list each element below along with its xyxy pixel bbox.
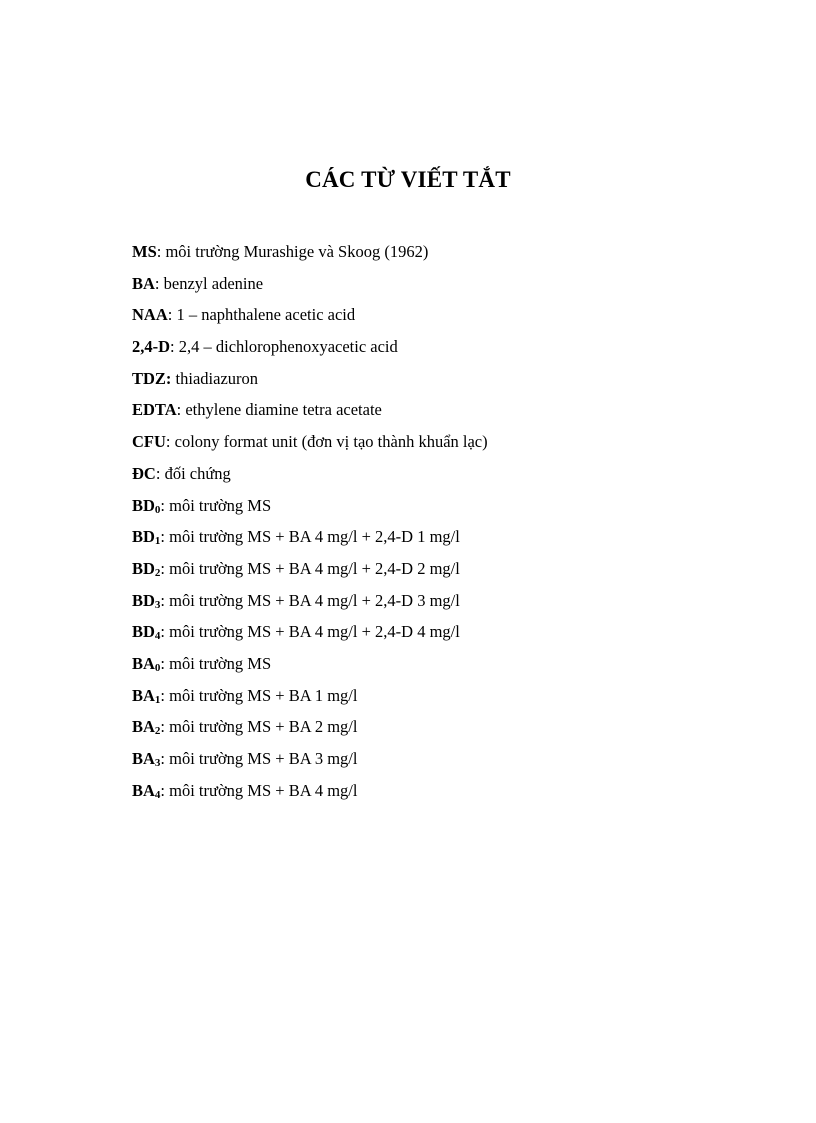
abbreviation-definition: đối chứng <box>164 463 231 483</box>
abbreviation-term: $BD_3$ <box>132 590 161 611</box>
abbreviation-term: NAA <box>132 305 168 325</box>
abbreviation-term: TDZ: <box>132 368 172 388</box>
abbreviation-term: $BA_2$ <box>132 717 161 738</box>
abbreviation-entry <box>132 777 488 809</box>
abbreviation-term: MS <box>132 242 157 261</box>
abbreviation-entry <box>132 428 488 460</box>
abbreviation-definition: môi trường MS + BA 4 mg/l + 2,4-D 1 mg/l <box>169 527 460 547</box>
abbreviation-definition: môi trường MS + BA 4 mg/l + 2,4-D 2 mg/l <box>169 558 460 578</box>
separator: : <box>160 622 170 642</box>
separator: : <box>160 780 170 800</box>
abbreviation-definition: 1 – naphthalene acetic acid <box>176 305 356 325</box>
separator: : <box>170 337 179 357</box>
abbreviation-list <box>132 238 488 808</box>
abbreviation-entry <box>132 365 488 397</box>
separator: : <box>160 558 170 578</box>
abbreviation-definition: benzyl adenine <box>163 273 264 293</box>
abbreviation-definition: môi trường MS + BA 3 mg/l <box>169 749 358 768</box>
abbreviation-term: $BD_1$ <box>132 527 161 548</box>
separator: : <box>167 305 177 325</box>
separator: : <box>160 653 170 673</box>
abbreviation-term: $BA_1$ <box>132 685 161 706</box>
separator: : <box>160 495 170 515</box>
separator: : <box>165 432 175 452</box>
abbreviation-definition: 2,4 – dichlorophenoxyacetic acid <box>178 337 398 357</box>
abbreviation-entry <box>132 492 488 524</box>
abbreviation-term: CFU <box>132 432 166 452</box>
abbreviation-entry <box>132 745 488 777</box>
abbreviation-entry <box>132 333 488 365</box>
separator: : <box>155 463 165 483</box>
separator: : <box>156 242 166 261</box>
abbreviation-term: $BA_4$ <box>132 780 161 801</box>
separator: : <box>160 685 170 705</box>
abbreviation-definition: môi trường MS + BA 4 mg/l + 2,4-D 3 mg/l <box>169 590 460 610</box>
abbreviation-definition: môi trường MS + BA 4 mg/l + 2,4-D 4 mg/l <box>169 622 460 642</box>
abbreviation-term: $BA_3$ <box>132 749 161 769</box>
abbreviation-entry <box>132 301 488 333</box>
abbreviation-definition: thiadiazuron <box>175 368 259 388</box>
abbreviation-term: ĐC <box>132 463 156 483</box>
abbreviation-term: $BD_0$ <box>132 495 161 516</box>
abbreviation-term: BA <box>132 273 155 293</box>
abbreviation-entry <box>132 618 488 650</box>
abbreviation-entry <box>132 270 488 302</box>
abbreviation-entry <box>132 238 488 270</box>
abbreviation-entry <box>132 523 488 555</box>
abbreviation-definition: ethylene diamine tetra acetate <box>185 400 382 420</box>
abbreviation-definition: môi trường Murashige và Skoog (1962) <box>165 242 429 261</box>
abbreviation-entry <box>132 587 488 619</box>
page-title: CÁC TỪ VIẾT TẮT <box>305 167 511 192</box>
separator: : <box>160 749 170 768</box>
abbreviation-definition: môi trường MS <box>169 495 272 515</box>
abbreviation-definition: môi trường MS + BA 1 mg/l <box>169 685 358 705</box>
separator: : <box>154 273 164 293</box>
abbreviation-term: $BA_0$ <box>132 653 161 674</box>
separator: : <box>160 527 170 547</box>
abbreviation-definition: colony format unit (đơn vị tạo thành khuẩn lạc) <box>174 432 488 452</box>
separator: : <box>176 400 186 420</box>
abbreviation-entry <box>132 682 488 714</box>
abbreviation-entry <box>132 713 488 745</box>
abbreviation-definition: môi trường MS + BA 2 mg/l <box>169 717 358 737</box>
abbreviation-term: EDTA <box>132 400 177 420</box>
abbreviation-entry <box>132 555 488 587</box>
separator: : <box>160 590 170 610</box>
abbreviation-entry <box>132 650 488 682</box>
separator: : <box>160 717 170 737</box>
abbreviation-term: $BD_2$ <box>132 558 161 579</box>
abbreviation-entry <box>132 460 488 492</box>
abbreviation-term: $BD_4$ <box>132 622 161 643</box>
abbreviation-term: 2,4-D <box>132 337 171 357</box>
abbreviation-definition: môi trường MS + BA 4 mg/l <box>169 780 358 800</box>
abbreviation-entry <box>132 396 488 428</box>
abbreviation-definition: môi trường MS <box>169 653 272 673</box>
